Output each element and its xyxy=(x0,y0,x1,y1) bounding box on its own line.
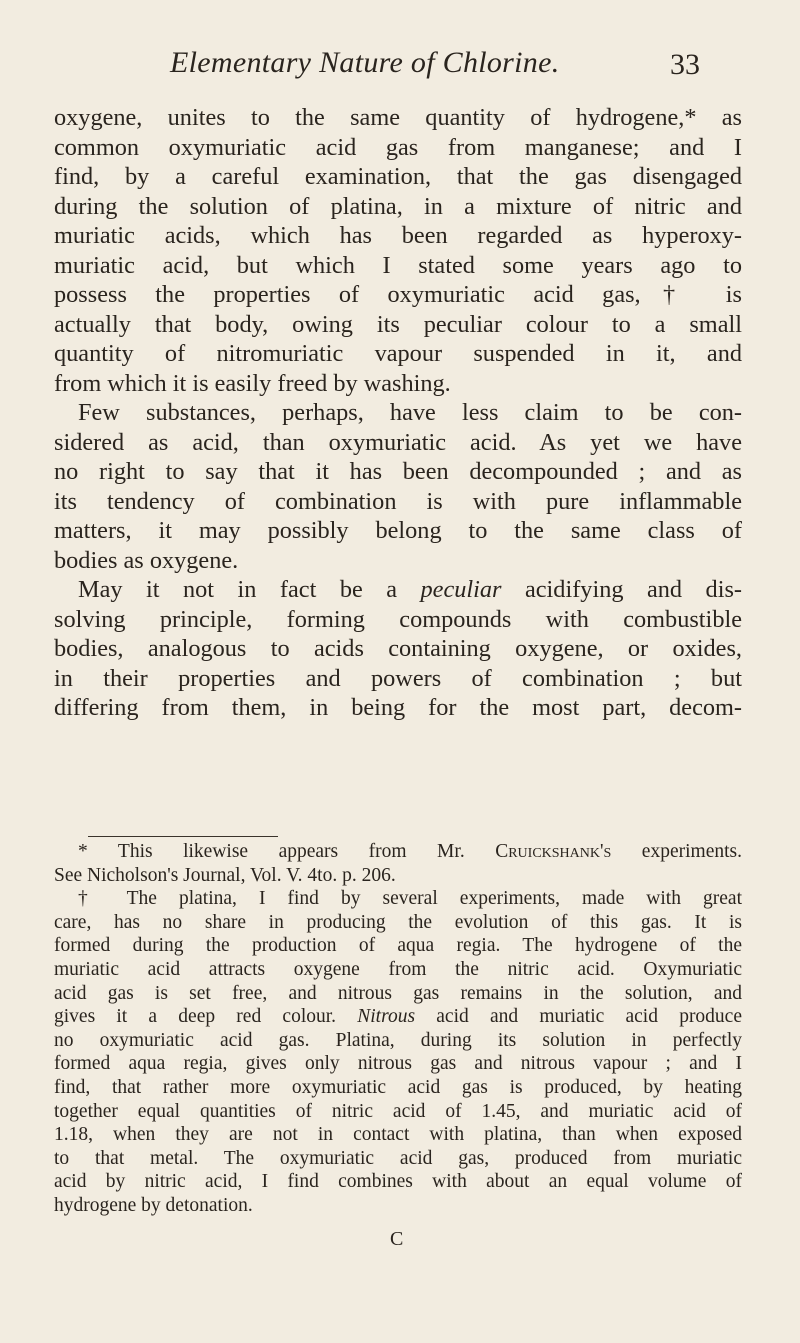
text-line: solving principle, forming compounds with combustible xyxy=(54,605,742,633)
footnote-line xyxy=(54,840,742,864)
footnote-line: 1.18, when they are not in contact with platina, than when exposed xyxy=(54,1124,742,1146)
footnote-line xyxy=(54,1005,742,1029)
text-line: possess the properties of oxymuriatic acid gas,† is xyxy=(54,281,742,308)
footnote-rule xyxy=(88,836,278,837)
footnote-line: muriatic acid attracts oxygene from the nitric acid. Oxymuriatic xyxy=(54,958,742,980)
text-segment: May it not in fact be a xyxy=(78,576,421,603)
footnote-line: no oxymuriatic acid gas. Platina, during its solution in perfectly xyxy=(54,1029,742,1051)
text-line xyxy=(54,575,742,605)
text-line: in their properties and powers of combination ; but xyxy=(54,664,742,692)
text-segment: * This likewise appears from Mr. xyxy=(78,841,496,862)
text-line: bodies as oxygene. xyxy=(54,546,239,574)
text-line: find, by a careful examination, that the gas disengaged xyxy=(54,163,742,190)
footnote-line: acid by nitric acid, I find combines with about an equal volume of xyxy=(54,1171,742,1193)
body-text xyxy=(54,103,742,723)
text-segment: gives it a deep red colour. xyxy=(54,1006,358,1028)
footnote-line: hydrogene by detonation. xyxy=(54,1194,253,1216)
text-line: no right to say that it has been decompounded ; and as xyxy=(54,458,742,485)
text-line: during the solution of platina, in a mixture of nitric and xyxy=(54,192,742,220)
text-line: matters, it may possibly belong to the same class of xyxy=(54,517,742,544)
footnote-line: formed aqua regia, gives only nitrous gas and nitrous vapour ; and I xyxy=(54,1053,742,1075)
page-number: 33 xyxy=(670,48,700,81)
text-line: muriatic acids, which has been regarded as hyperoxy- xyxy=(54,222,742,249)
text-line: actually that body, owing its peculiar colour to a small xyxy=(54,310,742,338)
page-header xyxy=(150,46,700,86)
author-name: Cruickshank's xyxy=(495,841,612,862)
text-line: its tendency of combination is with pure inflammable xyxy=(54,487,742,515)
text-segment: experiments. xyxy=(611,841,742,862)
signature-mark: C xyxy=(390,1228,404,1250)
footnote-line: † The platina, I find by several experiments, made with great xyxy=(78,888,742,910)
footnote-line: find, that rather more oxymuriatic acid gas is produced, by heating xyxy=(54,1076,742,1098)
footnote-line: care, has no share in producing the evolution of this gas. It is xyxy=(54,911,742,933)
footnote-line: together equal quantities of nitric acid of 1.45, and muriatic acid of xyxy=(54,1100,742,1122)
text-line: common oxymuriatic acid gas from manganese; and I xyxy=(54,133,742,161)
text-line: oxygene, unites to the same quantity of hydrogene,* as xyxy=(54,104,742,131)
footnote-line: to that metal. The oxymuriatic acid gas, produced from muriatic xyxy=(54,1147,742,1169)
text-line: quantity of nitromuriatic vapour suspended in it, and xyxy=(54,340,742,367)
footnotes xyxy=(54,840,742,1218)
emphasis-text: Nitrous xyxy=(357,1006,416,1028)
text-line: Few substances, perhaps, have less claim to be con- xyxy=(78,399,742,426)
footnote-line: formed during the production of aqua regia. The hydrogene of the xyxy=(54,935,742,957)
footnote-line: See Nicholson's Journal, Vol. V. 4to. p. 206. xyxy=(54,864,396,886)
text-line: sidered as acid, than oxymuriatic acid. As yet we have xyxy=(54,428,742,456)
emphasis-text: peculiar xyxy=(420,576,502,603)
text-line: bodies, analogous to acids containing oxygene, or oxides, xyxy=(54,635,742,662)
text-segment: acidifying and dis- xyxy=(501,576,742,603)
text-line: muriatic acid, but which I stated some years ago to xyxy=(54,251,742,279)
text-line: from which it is easily freed by washing. xyxy=(54,369,451,397)
text-segment: acid and muriatic acid produce xyxy=(415,1006,742,1028)
running-head: Elementary Nature of Chlorine. xyxy=(170,46,560,79)
footnote-line: acid gas is set free, and nitrous gas remains in the solution, and xyxy=(54,982,742,1004)
text-line: differing from them, in being for the most part, decom- xyxy=(54,694,742,721)
